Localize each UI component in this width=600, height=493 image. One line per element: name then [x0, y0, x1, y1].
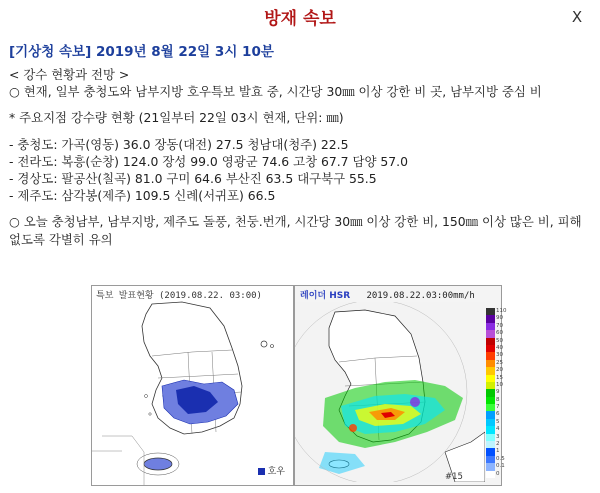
- radar-name: 레이더 HSR: [300, 291, 351, 301]
- warning-map-graphic: [92, 286, 293, 485]
- popup-title: 방재 속보: [264, 9, 336, 29]
- alert-body: [9, 66, 591, 248]
- status-text: ○ 현재, 일부 충청도와 남부지방 호우특보 발효 중, 시간당 30㎜ 이상 강한 비 곳, 남부지방 중심 비: [9, 84, 542, 100]
- colorbar-swatch: [486, 382, 495, 389]
- radar-map-label: [300, 288, 475, 301]
- colorbar-label: 10: [496, 381, 503, 388]
- colorbar-swatch: [486, 389, 495, 396]
- colorbar-label: 0.1: [496, 463, 505, 470]
- colorbar-swatch: [486, 323, 495, 330]
- colorbar-label: 0: [496, 470, 500, 477]
- colorbar-swatch: [486, 463, 495, 470]
- colorbar-swatch: [486, 434, 495, 441]
- colorbar-label: 50: [496, 337, 503, 344]
- colorbar-label: 6: [496, 411, 500, 418]
- rainfall-gyeongsang: - 경상도: 팔공산(칠곡) 81.0 구미 64.6 부산진 63.5 대구북구 55.5: [9, 171, 377, 187]
- colorbar-swatch: [486, 419, 495, 426]
- colorbar-label: 5: [496, 418, 500, 425]
- colorbar-label: 8: [496, 396, 500, 403]
- colorbar-swatch: [486, 397, 495, 404]
- colorbar-swatch: [486, 315, 495, 322]
- colorbar-label: 60: [496, 330, 503, 337]
- colorbar-label: 20: [496, 367, 503, 374]
- status-heading: < 강수 현황과 전망 >: [9, 67, 130, 82]
- colorbar-swatch: [486, 367, 495, 374]
- colorbar-label: 2: [496, 441, 500, 448]
- colorbar-swatch: [486, 375, 495, 382]
- colorbar-label: 9: [496, 389, 500, 396]
- radar-map: [294, 285, 507, 486]
- rainfall-heading: * 주요지점 강수량 현황 (21일부터 22일 03시 현재, 단위: ㎜): [9, 110, 344, 126]
- alert-headline: [기상청 속보] 2019년 8월 22일 3시 10분: [9, 44, 274, 60]
- outlook-text: ○ 오늘 충청남부, 남부지방, 제주도 돌풍, 천둥.번개, 시간당 30㎜ 이상 강한 비, 150㎜ 이상 많은 비, 피해 없도록 각별히 유의: [9, 214, 582, 247]
- colorbar-swatch: [486, 426, 495, 433]
- colorbar-label: 0.5: [496, 455, 505, 462]
- colorbar-label: 70: [496, 322, 503, 329]
- colorbar-label: 30: [496, 352, 503, 359]
- colorbar-label: 90: [496, 315, 503, 322]
- colorbar-label: 25: [496, 359, 503, 366]
- radar-colorbar: [486, 308, 507, 478]
- colorbar-swatch: [486, 338, 495, 345]
- radar-frame-number: #15: [445, 472, 463, 482]
- warning-map: [91, 285, 294, 486]
- colorbar-swatch: [486, 360, 495, 367]
- colorbar-label: 110: [496, 308, 507, 314]
- rainfall-jeolla: - 전라도: 복흥(순창) 124.0 장성 99.0 영광군 74.6 고창 67.7 담양 57.0: [9, 153, 408, 169]
- colorbar-label: 40: [496, 344, 503, 351]
- title-bar: [0, 6, 600, 32]
- colorbar-swatch: [486, 456, 495, 463]
- colorbar-swatch: [486, 448, 495, 455]
- colorbar-swatch: [486, 404, 495, 411]
- colorbar-swatch: [486, 411, 495, 418]
- rainfall-jeju: - 제주도: 삼각봉(제주) 109.5 신례(서귀포) 66.5: [9, 188, 276, 204]
- radar-timestamp: 2019.08.22.03:00: [366, 291, 454, 301]
- radar-unit: mm/h: [453, 291, 475, 301]
- colorbar-label: 7: [496, 404, 500, 411]
- close-button[interactable]: X: [571, 8, 583, 26]
- colorbar-swatch: [486, 330, 495, 337]
- legend-swatch: [258, 468, 265, 475]
- map-images: [91, 285, 506, 485]
- colorbar-label: 1: [496, 448, 500, 455]
- colorbar-label: 4: [496, 426, 500, 433]
- legend-label: 호우: [267, 467, 285, 477]
- rainfall-chungcheong: - 충청도: 가곡(영동) 36.0 장동(대전) 27.5 청남대(청주) 22.5: [9, 136, 349, 152]
- colorbar-swatch: [486, 345, 495, 352]
- colorbar-label: 3: [496, 433, 500, 440]
- colorbar-swatch: [486, 441, 495, 448]
- colorbar-label: 15: [496, 374, 503, 381]
- colorbar-swatch: [486, 308, 495, 315]
- warning-map-legend: [258, 464, 285, 477]
- colorbar-swatch: [486, 471, 495, 478]
- warning-map-label: 특보 발표현황 (2019.08.22. 03:00): [96, 291, 262, 301]
- radar-map-graphic: [295, 302, 485, 482]
- colorbar-swatch: [486, 352, 495, 359]
